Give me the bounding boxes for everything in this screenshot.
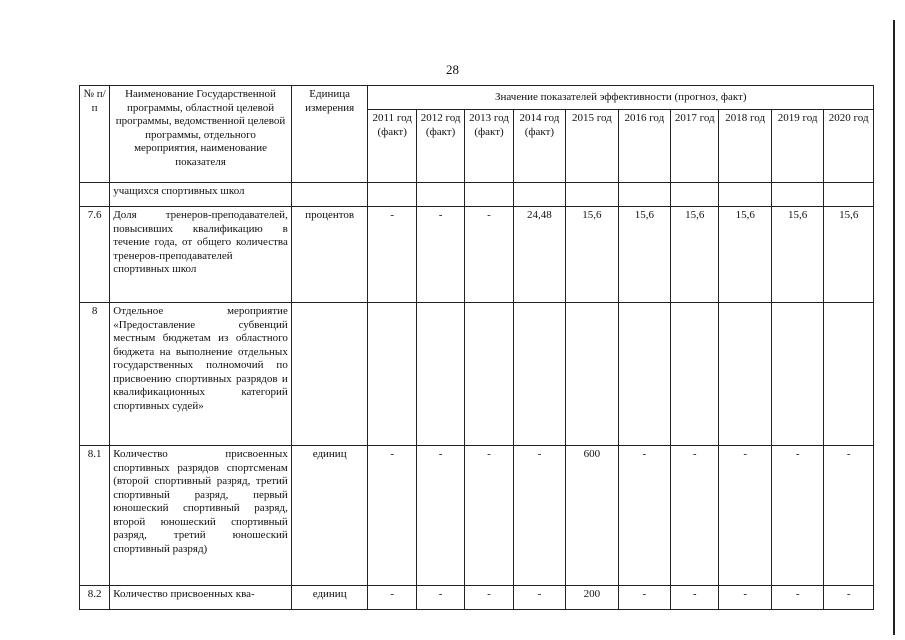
row-name: учащихся спортивных школ — [110, 183, 292, 207]
header-year: 2014 год (факт) — [513, 110, 565, 183]
table-row — [80, 586, 874, 610]
row-value: - — [368, 446, 416, 586]
row-value: - — [671, 446, 719, 586]
row-value — [465, 303, 513, 446]
row-value: 15,6 — [719, 207, 771, 303]
row-value: - — [513, 446, 565, 586]
table-row — [80, 183, 874, 207]
row-name: Количество присвоенных ква- — [110, 586, 292, 610]
row-value — [824, 183, 874, 207]
row-num: 8.1 — [80, 446, 110, 586]
header-year: 2018 год — [719, 110, 771, 183]
row-value: - — [513, 586, 565, 610]
row-value: 15,6 — [771, 207, 823, 303]
row-value: 15,6 — [671, 207, 719, 303]
row-num: 7.6 — [80, 207, 110, 303]
header-values-group: Значение показателей эффективности (прогноз, факт) — [368, 86, 874, 110]
header-name: Наименование Государственной программы, областной целевой программы, ведомственной целевой программы, отдельного мероприятия, наименование показателя — [110, 86, 292, 183]
row-value: - — [465, 586, 513, 610]
row-unit: процентов — [291, 207, 368, 303]
row-value — [824, 303, 874, 446]
row-value — [771, 303, 823, 446]
header-year: 2020 год — [824, 110, 874, 183]
row-unit — [291, 303, 368, 446]
page-number: 28 — [446, 62, 459, 77]
header-year: 2012 год (факт) — [416, 110, 464, 183]
header-year: 2016 год — [618, 110, 670, 183]
row-value — [719, 183, 771, 207]
row-name: Отдельное мероприятие «Предоставление субвенций местным бюджетам из областного бюджета на выполнение отдельных государственных полномочий по присвоению спортивных разрядов и квалификационных категорий спортивных судей» — [110, 303, 292, 446]
page-edge-rule — [893, 20, 895, 635]
header-year: 2017 год — [671, 110, 719, 183]
row-unit: единиц — [291, 586, 368, 610]
header-year: 2013 год (факт) — [465, 110, 513, 183]
row-value: - — [416, 446, 464, 586]
row-value: - — [771, 446, 823, 586]
row-value: 15,6 — [618, 207, 670, 303]
row-num — [80, 183, 110, 207]
row-value: 15,6 — [824, 207, 874, 303]
row-value: - — [368, 207, 416, 303]
header-unit: Единица измерения — [291, 86, 368, 183]
row-value: - — [671, 586, 719, 610]
row-value — [465, 183, 513, 207]
row-value — [671, 303, 719, 446]
row-value — [566, 183, 618, 207]
row-value: 24,48 — [513, 207, 565, 303]
row-value — [513, 303, 565, 446]
row-value: - — [771, 586, 823, 610]
header-year: 2015 год — [566, 110, 618, 183]
row-value — [368, 303, 416, 446]
row-unit — [291, 183, 368, 207]
row-num: 8 — [80, 303, 110, 446]
row-value — [671, 183, 719, 207]
row-value — [618, 183, 670, 207]
row-value — [368, 183, 416, 207]
header-num: № п/п — [80, 86, 110, 183]
row-value: 15,6 — [566, 207, 618, 303]
row-value: - — [719, 446, 771, 586]
row-value — [416, 303, 464, 446]
header-year: 2019 год — [771, 110, 823, 183]
row-value — [513, 183, 565, 207]
row-value: - — [824, 586, 874, 610]
table-row — [80, 207, 874, 303]
row-name: Доля тренеров-преподавателей, повысивших квалификацию в течение года, от общего количества тренеров-преподавателей спортивных школ — [110, 207, 292, 303]
row-unit: единиц — [291, 446, 368, 586]
row-num: 8.2 — [80, 586, 110, 610]
row-value — [416, 183, 464, 207]
header-year: 2011 год (факт) — [368, 110, 416, 183]
row-value: - — [416, 207, 464, 303]
row-value: - — [824, 446, 874, 586]
row-value — [566, 303, 618, 446]
row-value — [719, 303, 771, 446]
row-value: - — [618, 446, 670, 586]
row-value: 600 — [566, 446, 618, 586]
row-name: Количество присвоенных спортивных разрядов спортсменам (второй спортивный разряд, третий спортивный разряд, первый юношеский спортивный разряд, второй юношеский спортивный разряд, третий юношеский спортивный разряд) — [110, 446, 292, 586]
table-row — [80, 303, 874, 446]
row-value — [618, 303, 670, 446]
indicators-table — [79, 85, 874, 610]
header-row-1 — [80, 86, 874, 110]
row-value: 200 — [566, 586, 618, 610]
row-value: - — [465, 446, 513, 586]
row-value: - — [416, 586, 464, 610]
row-value: - — [368, 586, 416, 610]
row-value: - — [465, 207, 513, 303]
row-value: - — [618, 586, 670, 610]
row-value — [771, 183, 823, 207]
table-row — [80, 446, 874, 586]
row-value: - — [719, 586, 771, 610]
